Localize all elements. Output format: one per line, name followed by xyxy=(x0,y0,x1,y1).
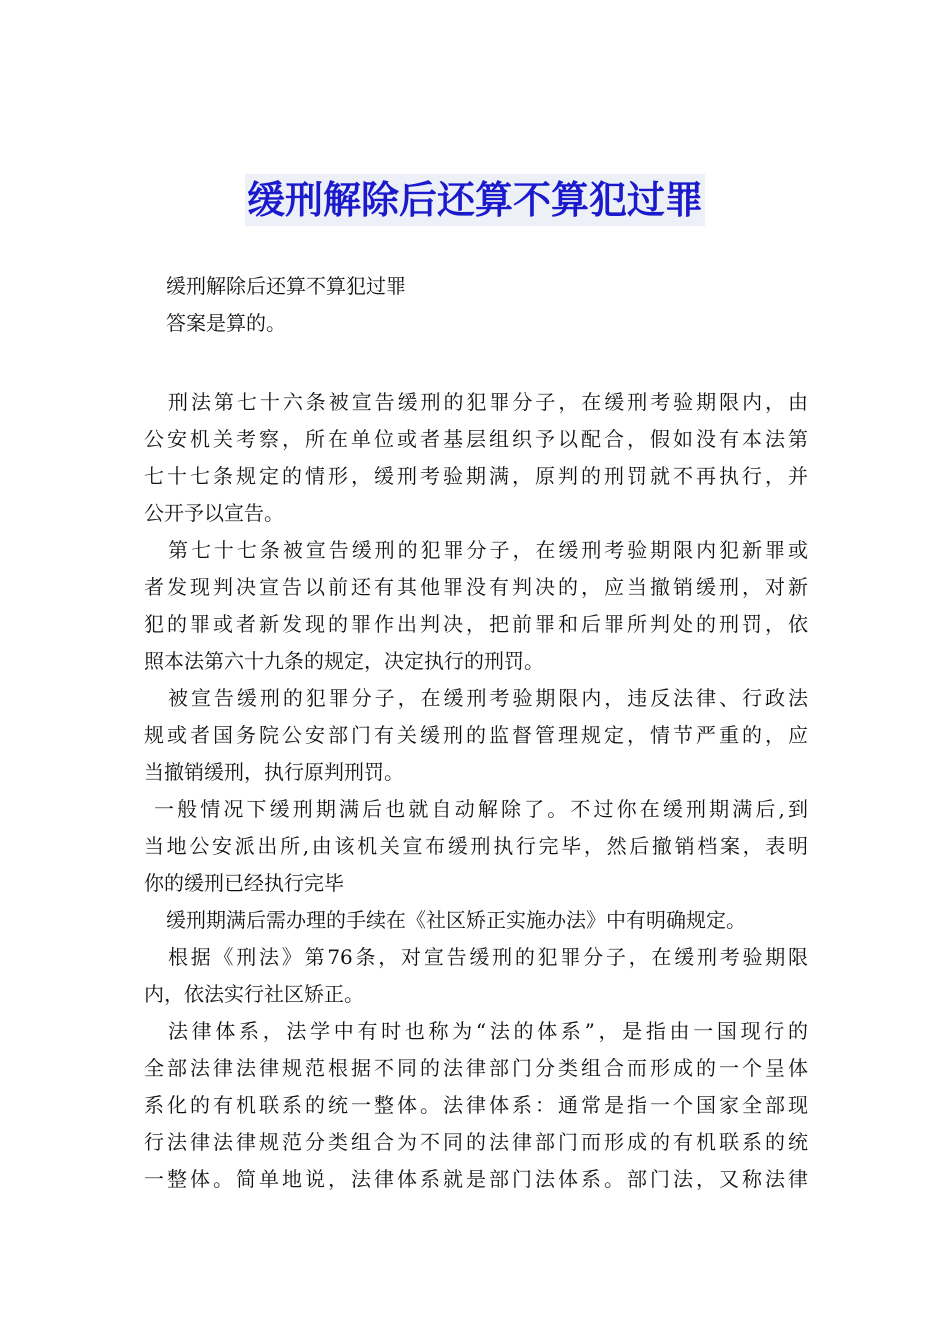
paragraph-line: 你的缓刑已经执行完毕 xyxy=(144,871,344,895)
paragraph-line: 缓刑期满后需办理的手续在《社区矫正实施办法》中有明确规定。 xyxy=(166,908,746,932)
paragraph-line: 当地公安派出所,由该机关宣布缓刑执行完毕，然后撤销档案，表明 xyxy=(144,834,808,858)
paragraph-line: 被宣告缓刑的犯罪分子，在缓刑考验期限内，违反法律、行政法 xyxy=(168,686,808,710)
document-body xyxy=(144,268,808,1198)
paragraph-line: 行法律法律规范分类组合为不同的法律部门而形成的有机联系的统 xyxy=(144,1130,808,1154)
paragraph-line: 内，依法实行社区矫正。 xyxy=(144,982,364,1006)
paragraph-line: 七十七条规定的情形，缓刑考验期满，原判的刑罚就不再执行，并 xyxy=(144,464,808,488)
paragraph-line: 刑法第七十六条被宣告缓刑的犯罪分子，在缓刑考验期限内，由 xyxy=(168,390,808,414)
answer-line: 答案是算的。 xyxy=(166,311,286,335)
paragraph-line: 当撤销缓刑，执行原判刑罚。 xyxy=(144,760,404,784)
paragraph-line: 全部法律法律规范根据不同的法律部门分类组合而形成的一个呈体 xyxy=(144,1056,808,1080)
paragraph-line: 公开予以宣告。 xyxy=(144,501,284,525)
paragraph-line: 第七十七条被宣告缓刑的犯罪分子，在缓刑考验期限内犯新罪或 xyxy=(168,538,808,562)
title-container xyxy=(0,174,950,226)
paragraph-gap xyxy=(144,342,808,384)
paragraph-line: 系化的有机联系的统一整体。法律体系：通常是指一个国家全部现 xyxy=(144,1093,808,1117)
paragraph-line: 者发现判决宣告以前还有其他罪没有判决的，应当撤销缓刑，对新 xyxy=(144,575,808,599)
paragraph-line: 犯的罪或者新发现的罪作出判决，把前罪和后罪所判处的刑罚，依 xyxy=(144,612,808,636)
paragraph-line: 法律体系，法学中有时也称为“法的体系”，是指由一国现行的 xyxy=(168,1019,808,1043)
paragraph-line: 一整体。简单地说，法律体系就是部门法体系。部门法，又称法律 xyxy=(144,1167,808,1191)
paragraph-line: 一般情况下缓刑期满后也就自动解除了。不过你在缓刑期满后,到 xyxy=(154,797,808,821)
paragraph-line: 照本法第六十九条的规定，决定执行的刑罚。 xyxy=(144,649,544,673)
paragraph-line: 根据《刑法》第76条，对宣告缓刑的犯罪分子，在缓刑考验期限 xyxy=(168,945,808,969)
document-title: 缓刑解除后还算不算犯过罪 xyxy=(245,174,705,226)
paragraph-line: 公安机关考察，所在单位或者基层组织予以配合，假如没有本法第 xyxy=(144,427,808,451)
paragraph-line: 规或者国务院公安部门有关缓刑的监督管理规定，情节严重的，应 xyxy=(144,723,808,747)
subtitle-line: 缓刑解除后还算不算犯过罪 xyxy=(166,274,406,298)
